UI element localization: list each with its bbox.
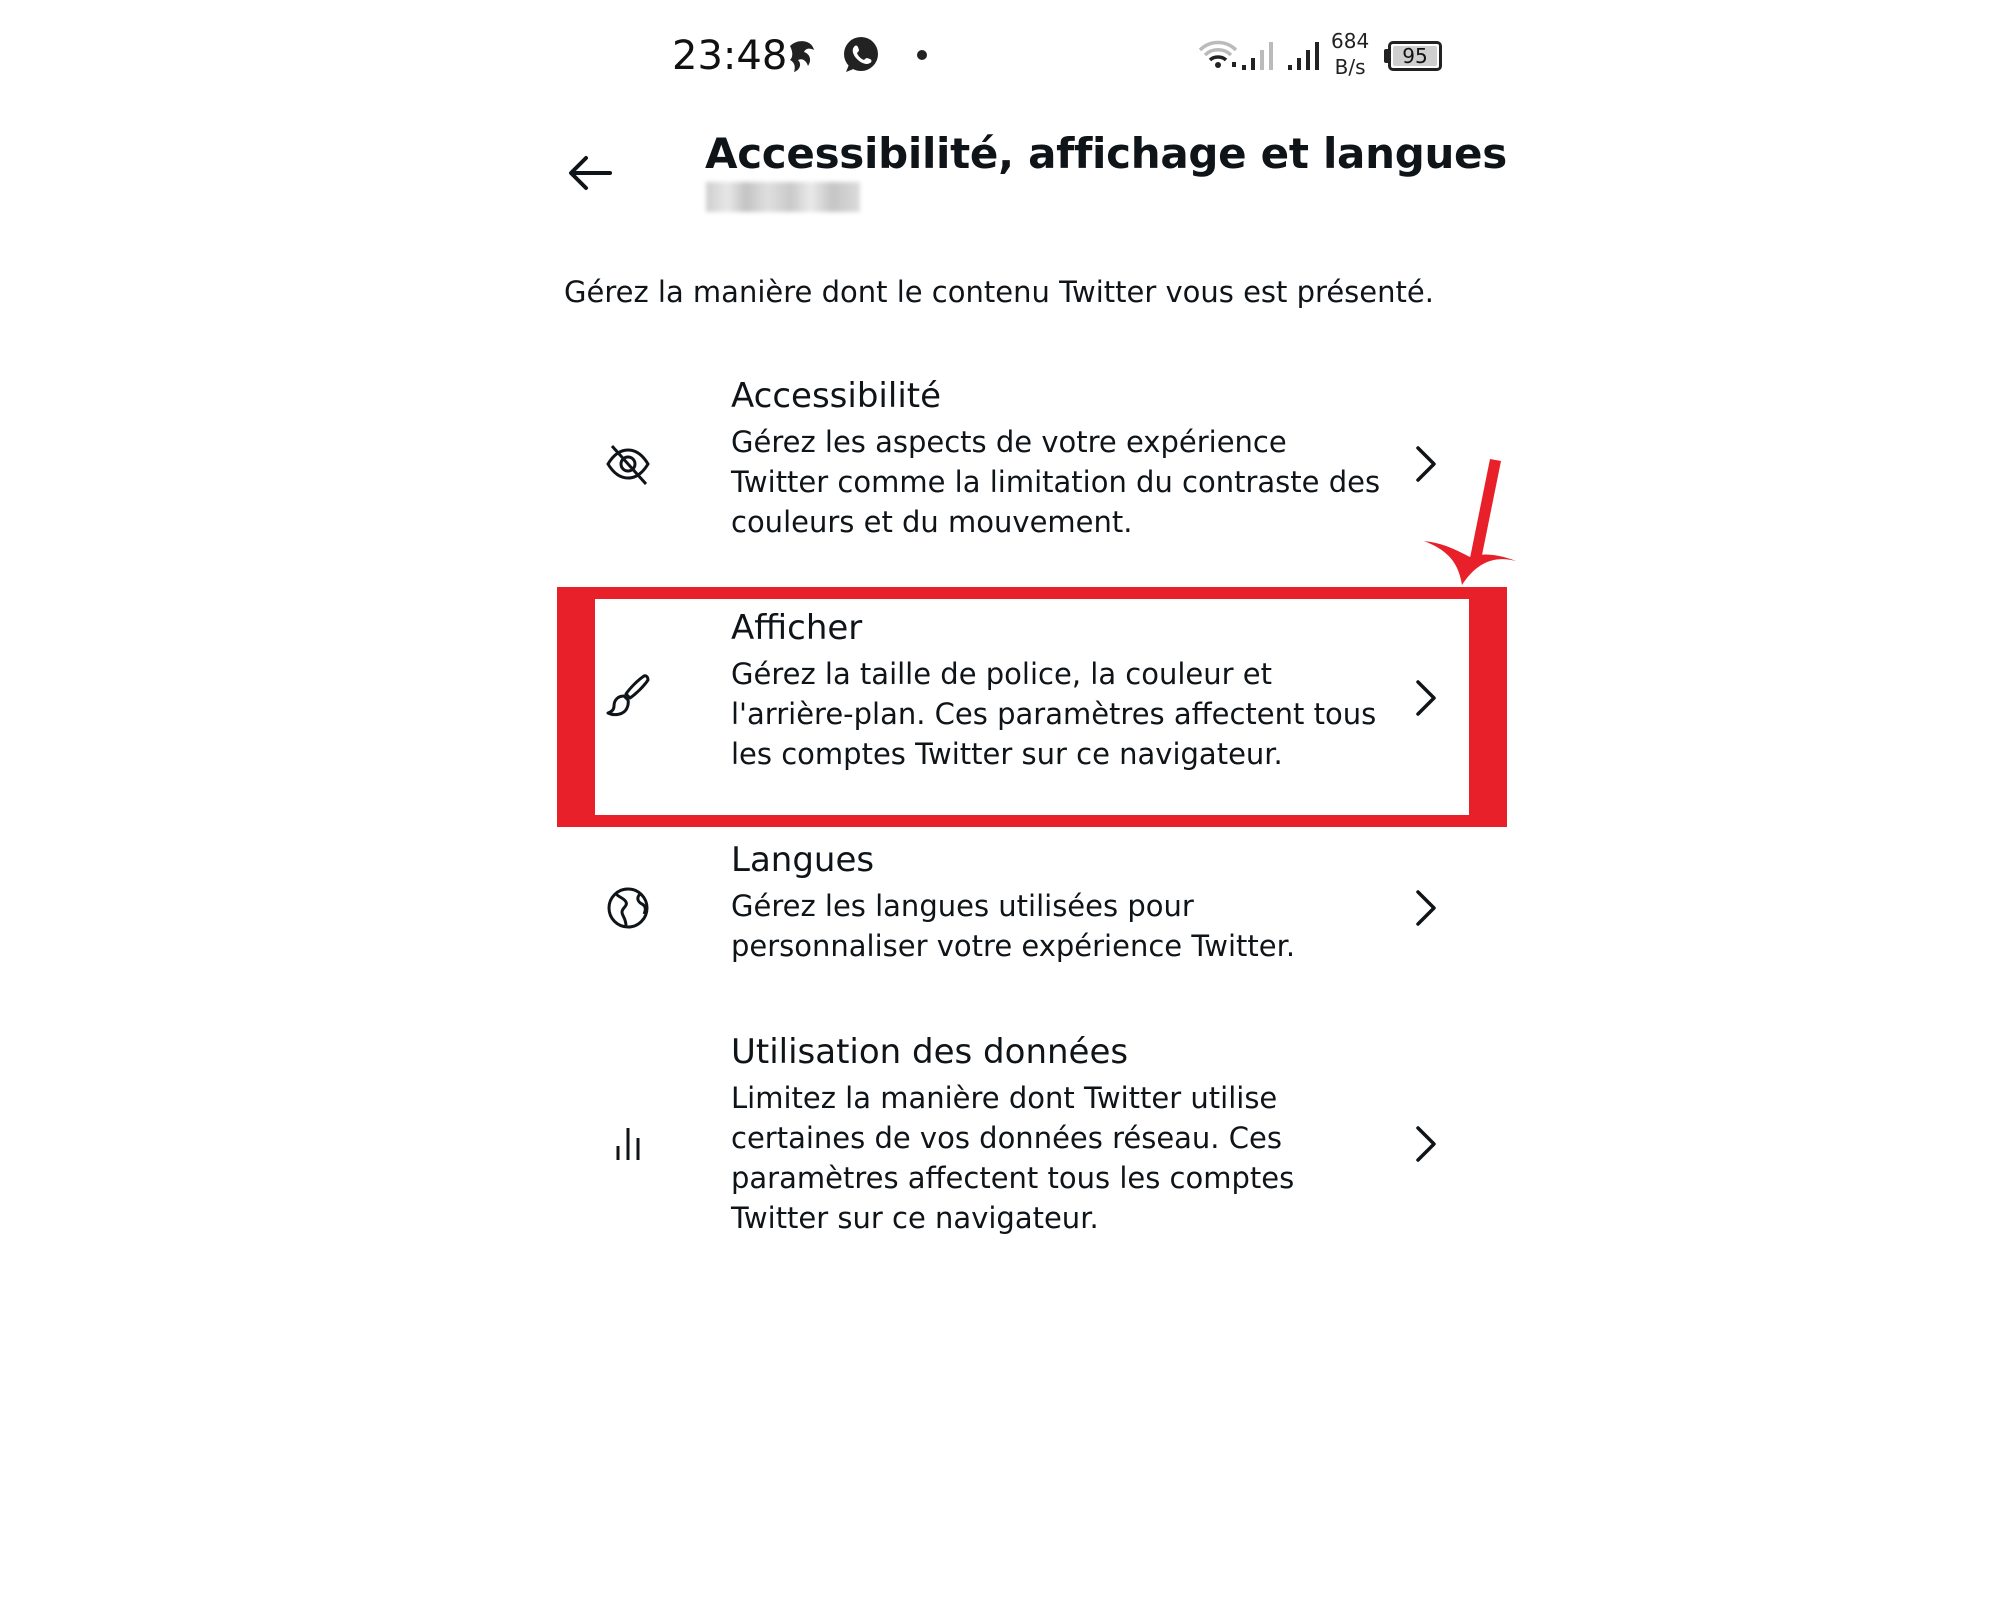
whatsapp-icon bbox=[840, 34, 882, 76]
status-time: 23:48 bbox=[672, 33, 788, 79]
battery-icon bbox=[1388, 41, 1442, 71]
bird-notification-icon bbox=[784, 36, 818, 76]
setting-accessibility[interactable] bbox=[560, 374, 1460, 554]
chevron-right-icon bbox=[1408, 886, 1442, 930]
battery-level: 95 bbox=[1393, 46, 1437, 66]
setting-display[interactable] bbox=[560, 606, 1460, 786]
bar-chart-icon bbox=[604, 1120, 652, 1168]
page-title: Accessibilité, affichage et langues bbox=[705, 129, 1507, 178]
setting-title: Langues bbox=[731, 840, 875, 880]
signal-sim1-icon bbox=[1242, 38, 1282, 72]
description-line: les comptes Twitter sur ce navigateur. bbox=[731, 737, 1283, 771]
network-speed-value: 684 bbox=[1331, 29, 1370, 53]
eye-slash-icon bbox=[604, 440, 652, 488]
chevron-right-icon bbox=[1408, 676, 1442, 720]
setting-title: Accessibilité bbox=[731, 376, 942, 416]
description-line: Gérez les langues utilisées pour bbox=[731, 889, 1194, 923]
description-line: Gérez les aspects de votre expérience bbox=[731, 425, 1287, 459]
setting-description bbox=[731, 886, 1295, 966]
notification-dot bbox=[917, 50, 927, 60]
setting-languages[interactable] bbox=[560, 838, 1460, 978]
red-arrow-annotation bbox=[1420, 455, 1520, 595]
globe-icon bbox=[604, 884, 652, 932]
setting-title: Afficher bbox=[731, 608, 863, 648]
chevron-right-icon bbox=[1408, 1122, 1442, 1166]
wifi-icon bbox=[1196, 38, 1240, 70]
description-line: paramètres affectent tous les comptes bbox=[731, 1161, 1295, 1195]
setting-data-usage[interactable] bbox=[560, 1030, 1460, 1250]
setting-description bbox=[731, 654, 1376, 774]
description-line: Twitter comme la limitation du contraste des bbox=[731, 465, 1381, 499]
network-speed bbox=[1331, 28, 1369, 80]
description-line: certaines de vos données réseau. Ces bbox=[731, 1121, 1282, 1155]
setting-title: Utilisation des données bbox=[731, 1032, 1129, 1072]
description-line: personnaliser votre expérience Twitter. bbox=[731, 929, 1296, 963]
description-line: l'arrière-plan. Ces paramètres affectent tous bbox=[731, 697, 1377, 731]
description-line: couleurs et du mouvement. bbox=[731, 505, 1133, 539]
signal-sim2-icon bbox=[1288, 38, 1328, 72]
username-blurred bbox=[706, 182, 860, 212]
description-line: Twitter sur ce navigateur. bbox=[731, 1201, 1099, 1235]
description-line: Limitez la manière dont Twitter utilise bbox=[731, 1081, 1278, 1115]
setting-description bbox=[731, 1078, 1294, 1238]
network-speed-unit: B/s bbox=[1334, 55, 1366, 79]
intro-text: Gérez la manière dont le contenu Twitter vous est présenté. bbox=[564, 275, 1434, 309]
paintbrush-icon bbox=[604, 670, 652, 718]
setting-description bbox=[731, 422, 1380, 542]
back-arrow-icon[interactable] bbox=[560, 145, 620, 200]
description-line: Gérez la taille de police, la couleur et bbox=[731, 657, 1273, 691]
